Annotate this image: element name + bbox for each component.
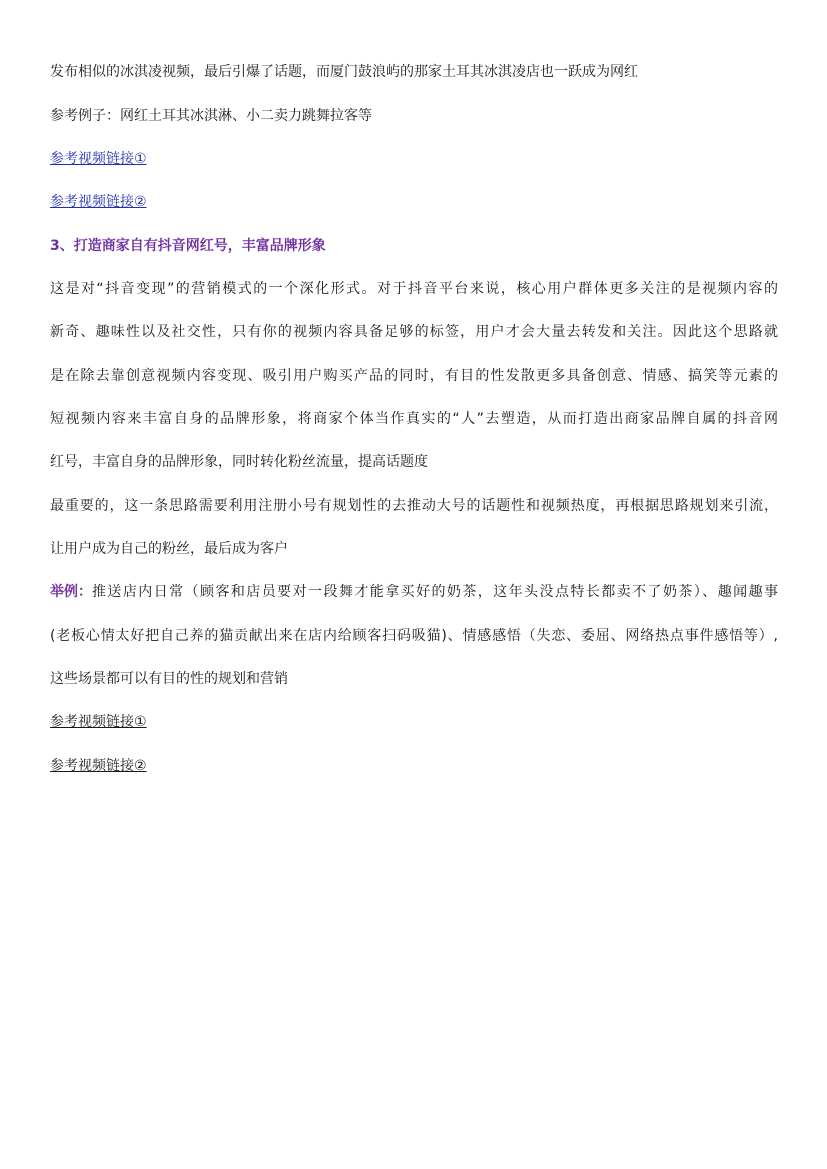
example-label: 举例： — [50, 584, 92, 600]
reference-video-link-4[interactable]: 参考视频链接② — [50, 758, 147, 774]
paragraph-line: 这是对“抖音变现”的营销模式的一个深化形式。对于抖音平台来说，核心用户群体更多关注的是视频内容的 — [50, 281, 778, 297]
paragraph-line: 红号，丰富自身的品牌形象，同时转化粉丝流量，提高话题度 — [50, 454, 428, 470]
reference-video-link-1[interactable]: 参考视频链接① — [50, 151, 147, 167]
reference-video-link-3[interactable]: 参考视频链接① — [50, 714, 147, 730]
examples-text-line: 参考例子：网红土耳其冰淇淋、小二卖力跳舞拉客等 — [50, 108, 372, 124]
example-first-line — [50, 582, 778, 602]
reference-link-3 — [50, 712, 778, 732]
intro-text-line: 发布相似的冰淇凌视频，最后引爆了话题，而厦门鼓浪屿的那家土耳其冰淇凌店也一跃成为网红 — [50, 64, 638, 80]
section-3-heading: 3、打造商家自有抖音网红号，丰富品牌形象 — [50, 238, 326, 254]
reference-link-1 — [50, 149, 778, 169]
reference-video-link-2[interactable]: 参考视频链接② — [50, 194, 147, 210]
paragraph-line: 新奇、趣味性以及社交性，只有你的视频内容具备足够的标签，用户才会大量去转发和关注。因此这个思路就 — [50, 324, 778, 340]
paragraph-line: 短视频内容来丰富自身的品牌形象，将商家个体当作真实的“人”去塑造，从而打造出商家品牌自属的抖音网 — [50, 411, 778, 427]
paragraph-line: 让用户成为自己的粉丝，最后成为客户 — [50, 541, 288, 557]
paragraph-line: (老板心情太好把自己养的猫贡献出来在店内给顾客扫码吸猫)、情感感悟（失恋、委屈、网络热点事件感悟等）, — [50, 628, 778, 644]
paragraph-line: 这些场景都可以有目的性的规划和营销 — [50, 671, 288, 687]
reference-link-2 — [50, 192, 778, 212]
reference-link-4 — [50, 756, 778, 776]
paragraph-line: 是在除去靠创意视频内容变现、吸引用户购买产品的同时，有目的性发散更多具备创意、情感、搞笑等元素的 — [50, 368, 778, 384]
example-text: 推送店内日常（顾客和店员要对一段舞才能拿买好的奶茶，这年头没点特长都卖不了奶茶）、趣闻趣事 — [92, 584, 778, 600]
paragraph-line: 最重要的，这一条思路需要利用注册小号有规划性的去推动大号的话题性和视频热度，再根据思路规划来引流， — [50, 498, 778, 514]
